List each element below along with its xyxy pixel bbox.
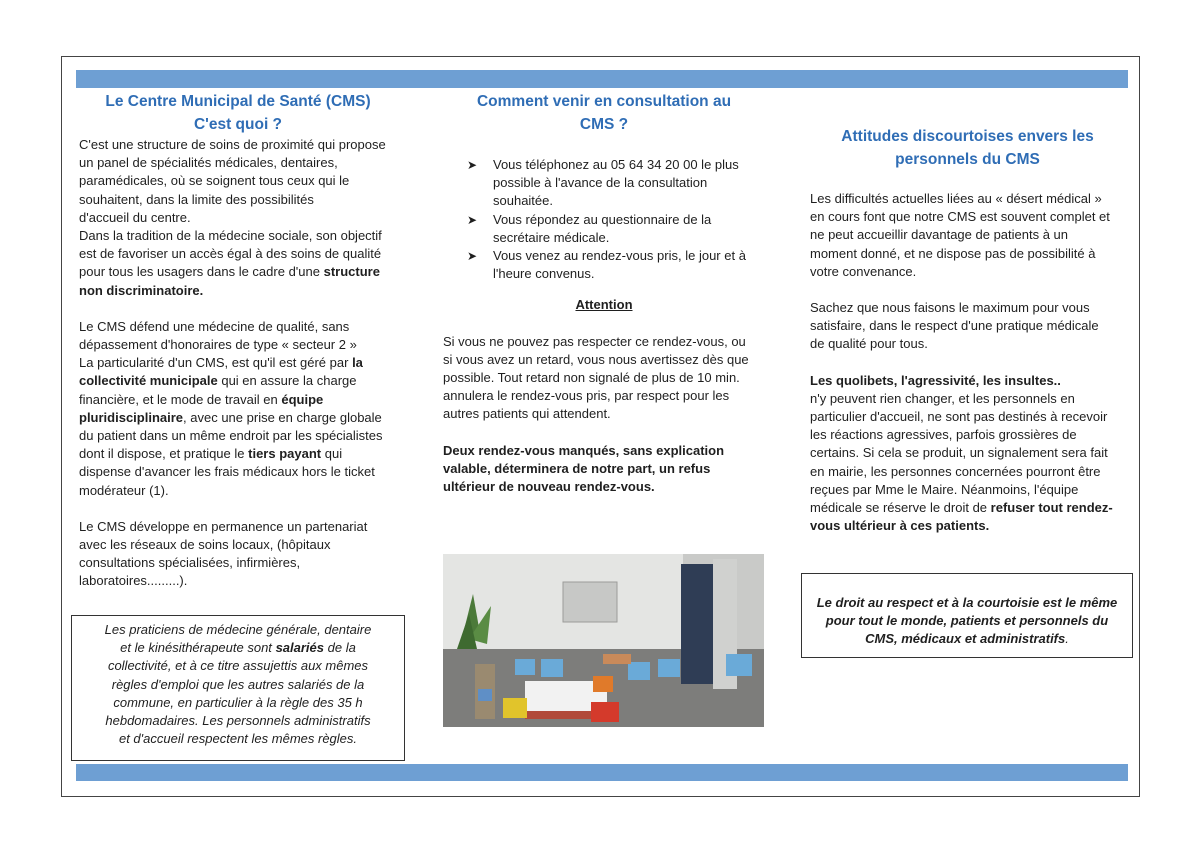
waiting-room-photo <box>443 554 764 727</box>
col2-steps-list <box>467 156 765 283</box>
col1-salaried-practitioners-box <box>71 615 405 761</box>
col2-step-line: l'heure convenus. <box>493 266 595 282</box>
col3-p3-line: n'y peuvent rien changer, et les personnels en <box>810 390 1075 406</box>
col2-p1-line: si vous avez un retard, vous nous avertissez dès que <box>443 351 749 367</box>
col1-p1-line: C'est une structure de soins de proximité qui propose <box>79 137 386 152</box>
waiting-room-illustration <box>443 554 764 727</box>
col3-p3-heading: Les quolibets, l'agressivité, les insultes.. <box>810 372 1061 388</box>
col1-box-line: de la <box>327 640 356 656</box>
col3-p3-bold-line: vous ultérieur à ces patients. <box>810 518 990 534</box>
top-decorative-band <box>76 70 1128 88</box>
col3-p1-line: ne peut accueillir davantage de patients à un <box>810 227 1069 243</box>
col1-p1-line: pour tous les usagers dans le cadre d'une <box>79 264 320 280</box>
col2-step-line: Vous téléphonez au 05 64 34 20 00 le plus <box>493 157 739 172</box>
col2-p1-line: possible. Tout retard non signalé de plus de 10 min. <box>443 370 740 386</box>
col2-step-line: Vous venez au rendez-vous pris, le jour et à <box>493 248 746 264</box>
col1-p2-line: qui en assure la charge <box>221 373 357 389</box>
col3-paragraph-1 <box>810 190 1125 281</box>
col1-p1-line: est de favoriser un accès égal à des soins de qualité <box>79 246 382 262</box>
col3-p3-line: les réactions agressives, parfois grossières de <box>810 427 1077 443</box>
col1-p2-bold: la <box>352 355 363 371</box>
col3-p2-line: Sachez que nous faisons le maximum pour vous <box>810 300 1090 316</box>
col1-p3-line: consultations spécialisées, infirmières, <box>79 555 301 571</box>
col1-box-line: collectivité, et à ce titre assujettis aux mêmes <box>107 658 369 674</box>
col3-p1-line: Les difficultés actuelles liées au « désert médical » <box>810 191 1102 206</box>
col1-p2-line: modérateur (1). <box>79 482 169 498</box>
col3-p3-line: médicale se réserve le droit de <box>810 500 988 516</box>
col1-paragraph-1 <box>79 136 397 300</box>
col1-box-line: règles d'emploi que les autres salariés de la <box>111 676 365 692</box>
col3-p1-line: votre convenance. <box>810 263 917 279</box>
col1-p2-line: dépassement d'honoraires de type « secteur 2 » <box>79 337 357 353</box>
col3-p3-line: reçues par Mme le Maire. Néanmoins, l'équipe <box>810 481 1079 497</box>
col3-paragraph-3 <box>810 372 1125 536</box>
col1-box-line: et d'accueil respectent les mêmes règles. <box>118 731 358 747</box>
col1-p2-line: du patient dans un même endroit par les spécialistes <box>79 428 383 444</box>
col1-title-line2: C'est quoi ? <box>193 116 283 133</box>
col3-p3-line: en mairie, les personnes concernées pourront être <box>810 463 1101 479</box>
arrowhead-bullet-icon: ➤ <box>467 249 478 264</box>
col3-p2-line: de qualité pour tous. <box>810 336 928 352</box>
col2-step-line: secrétaire médicale. <box>493 229 610 245</box>
arrowhead-bullet-icon: ➤ <box>467 158 478 172</box>
list-item <box>467 156 765 211</box>
col2-p2-line: ultérieur de nouveau rendez-vous. <box>443 479 655 495</box>
col1-p2-line: , avec une prise en charge globale <box>183 409 382 425</box>
col1-p3-line: Le CMS développe en permanence un partenariat <box>79 518 368 534</box>
col1-p1-bold-line: non discriminatoire. <box>79 282 204 298</box>
column-how-to-consult <box>443 90 765 496</box>
col1-p1-line: un panel de spécialités médicales, dentaires, <box>79 155 338 171</box>
col2-p2-line: Deux rendez-vous manqués, sans explication <box>443 442 725 458</box>
col1-p1-line: paramédicales, où se soignent tous ceux qui le <box>79 173 350 189</box>
col2-title <box>443 90 765 136</box>
col1-box-bold: salariés <box>275 640 324 656</box>
col2-paragraph-2 <box>443 442 765 497</box>
col2-paragraph-1 <box>443 333 765 424</box>
col1-p2-bold: tiers payant <box>248 446 322 462</box>
col1-p2-bold: collectivité municipale <box>79 373 218 389</box>
col1-box-line: hebdomadaires. Les personnels administratifs <box>105 713 371 729</box>
col3-courtesy-box <box>801 573 1133 658</box>
col3-paragraph-2 <box>810 299 1125 354</box>
col1-p2-line: financière, et le mode de travail en <box>79 391 278 407</box>
col3-p2-line: satisfaire, dans le respect d'une pratique médicale <box>810 318 1099 334</box>
col3-box-period: . <box>1065 631 1069 647</box>
col2-p1-line: Si vous ne pouvez pas respecter ce rendez-vous, ou <box>443 333 746 349</box>
col3-title-line2: personnels du CMS <box>895 151 1040 168</box>
bottom-decorative-band <box>76 764 1128 781</box>
col3-p3-line: particulier d'accueil, ne sont pas destinés à recevoir <box>810 409 1108 425</box>
col2-title-line2: CMS ? <box>579 116 629 133</box>
col1-p1-bold: structure <box>323 264 380 280</box>
col1-p2-line: qui <box>324 446 343 462</box>
arrowhead-bullet-icon: ➤ <box>467 212 478 227</box>
col3-p3-bold: refuser tout rendez- <box>990 500 1113 516</box>
list-item <box>467 247 765 283</box>
col1-box-line: et le kinésithérapeute sont <box>120 640 272 656</box>
col1-p2-line: Le CMS défend une médecine de qualité, sans <box>79 318 350 334</box>
col1-box-line: commune, en particulier à la règle des 35 h <box>113 694 363 710</box>
list-item <box>467 211 765 247</box>
col1-p1-line: d'accueil du centre. <box>79 209 191 225</box>
col3-title <box>810 125 1125 171</box>
col1-p3-line: laboratoires.........). <box>79 573 188 589</box>
col3-p1-line: moment donné, et ne dispose pas de possibilité à <box>810 245 1096 261</box>
col2-p1-line: annulera le rendez-vous pris, par respect pour les <box>443 388 730 404</box>
col3-box-line: Le droit au respect et à la courtoisie est le même <box>816 595 1118 610</box>
col3-p3-line: certains. Si cela se produit, un signalement sera fait <box>810 445 1108 461</box>
col2-step-line: Vous répondez au questionnaire de la <box>493 211 712 227</box>
col3-p1-line: en cours font que notre CMS est souvent complet et <box>810 209 1110 225</box>
col1-p2-line: La particularité d'un CMS, est qu'il est géré par <box>79 355 349 371</box>
col1-title <box>79 90 397 136</box>
col1-p2-line: dispense d'avancer les frais médicaux hors le ticket <box>79 464 375 480</box>
col1-p1-line: Dans la tradition de la médecine sociale, son objectif <box>79 228 382 244</box>
col1-p1-line: souhaitent, dans la limite des possibilités <box>79 191 314 207</box>
col2-attention-heading <box>443 296 765 314</box>
column-cms-presentation <box>79 90 397 591</box>
col2-attention-label: Attention <box>575 297 633 313</box>
col1-p2-bold: pluridisciplinaire <box>79 409 184 425</box>
col2-p2-line: valable, déterminera de notre part, un refus <box>443 460 711 476</box>
col1-paragraph-2 <box>79 318 397 500</box>
col1-p3-line: avec les réseaux de soins locaux, (hôpitaux <box>79 537 331 553</box>
col2-title-line1: Comment venir en consultation au <box>476 93 732 110</box>
col2-step-line: souhaitée. <box>493 193 553 209</box>
col3-box-line: CMS, médicaux et administratifs <box>865 631 1066 647</box>
col2-step-line: possible à l'avance de la consultation <box>493 175 708 191</box>
col3-title-line1: Attitudes discourtoises envers les <box>841 128 1094 145</box>
col1-box-line: Les praticiens de médecine générale, dentaire <box>104 622 372 637</box>
col1-p2-bold: équipe <box>281 391 324 407</box>
col3-box-line: pour tout le monde, patients et personnels du <box>825 613 1109 629</box>
col1-p2-line: dont il dispose, et pratique le <box>79 446 245 462</box>
col1-paragraph-3 <box>79 518 397 591</box>
col1-title-line1: Le Centre Municipal de Santé (CMS) <box>105 93 371 110</box>
col2-p1-line: autres patients qui attendent. <box>443 406 611 422</box>
column-discourteous-attitudes <box>810 125 1125 535</box>
